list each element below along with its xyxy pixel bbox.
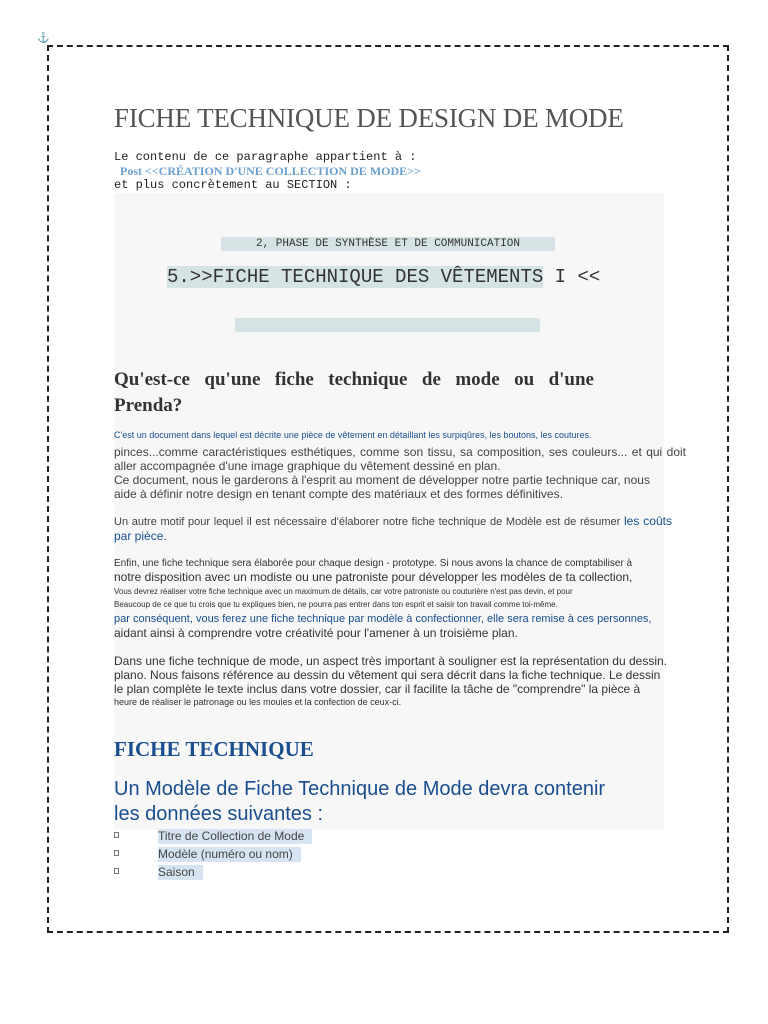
bullet-box-icon bbox=[114, 832, 119, 838]
paragraph-line: Enfin, une fiche technique sera élaborée pour chaque design - prototype. Si nous avons la chance de comptabiliser à bbox=[114, 558, 633, 569]
bullet-box-icon bbox=[114, 868, 119, 874]
section-title-rest: I << bbox=[543, 266, 601, 288]
costs-link[interactable]: les coûts par pièce. bbox=[114, 514, 672, 543]
phase-label: 2, PHASE DE SYNTHÈSE ET DE COMMUNICATION bbox=[221, 237, 555, 251]
section-title bbox=[167, 264, 600, 290]
list-item-label: Modèle (numéro ou nom) bbox=[158, 847, 301, 862]
paragraph-line: notre disposition avec un modiste ou une patroniste pour développer les modèles de ta collection, bbox=[114, 570, 633, 584]
paragraph-line: Vous devrez réaliser votre fiche technique avec un maximum de détails, car votre patroniste ou couturière n'est pas devin, et pour bbox=[114, 587, 573, 596]
section-title-highlight: 5.>>FICHE TECHNIQUE DES VÊTEMENTS bbox=[167, 266, 544, 288]
paragraph-line: le plan complète le texte inclus dans votre dossier, car il facilite la tâche de "comprendre" la pièce à bbox=[114, 682, 641, 696]
paragraph-definition: C'est un document dans lequel est décrite une pièce de vêtement en détaillant les surpiqûres, les boutons, les coutures. bbox=[114, 430, 592, 440]
intro-section-line: et plus concrètement au SECTION : bbox=[114, 178, 352, 192]
costs-text: Un autre motif pour lequel il est nécessaire d'élaborer notre fiche technique de Modèle est de résumer bbox=[114, 516, 624, 528]
paragraph-costs bbox=[114, 514, 672, 544]
paragraph-line: plano. Nous faisons référence au dessin du vêtement qui sera décrit dans la fiche technique. Le dessin bbox=[114, 668, 661, 682]
subheading: Un Modèle de Fiche Technique de Mode devra contenir les données suivantes : bbox=[114, 778, 606, 825]
anchor-icon: ⚓ bbox=[37, 33, 50, 44]
paragraph-line: par conséquent, vous ferez une fiche technique par modèle à confectionner, elle sera remise à ces personnes, bbox=[114, 613, 652, 625]
paragraph-line: aidant ainsi à comprendre votre créativité pour l'amener à un troisième plan. bbox=[114, 626, 518, 640]
list-item-label: Saison bbox=[158, 865, 203, 880]
paragraph-purpose: Ce document, nous le garderons à l'esprit au moment de développer notre partie technique car, nous aide à définir notre design en tenant compte des matériaux et des formes définitives. bbox=[114, 473, 650, 501]
post-link[interactable]: Post <<CRÉATION D'UNE COLLECTION DE MODE>> bbox=[120, 164, 421, 178]
bullet-box-icon bbox=[114, 850, 119, 856]
section-heading: FICHE TECHNIQUE bbox=[114, 737, 314, 761]
paragraph-characteristics: pinces...comme caractéristiques esthétiques, comme son tissu, sa composition, ses couleurs... et qui doit aller accompagnée d'une image graphique du vêtement dessiné en plan. bbox=[114, 445, 686, 473]
list-item-label: Titre de Collection de Mode bbox=[158, 829, 312, 844]
document-title: FICHE TECHNIQUE DE DESIGN DE MODE bbox=[114, 103, 624, 133]
question-heading: Qu'est-ce qu'une fiche technique de mode ou d'une Prenda? bbox=[114, 369, 594, 416]
paragraph-line: heure de réaliser le patronage ou les moules et la confection de ceux-ci. bbox=[114, 697, 402, 707]
paragraph-line: Beaucoup de ce que tu crois que tu expliques bien, ne pourra pas entrer dans ton esprit et saisir ton travail comme toi-même. bbox=[114, 600, 558, 609]
intro-line: Le contenu de ce paragraphe appartient à : bbox=[114, 150, 417, 164]
highlight-bar bbox=[235, 318, 540, 332]
paragraph-line: Dans une fiche technique de mode, un aspect très important à souligner est la représentation du dessin. bbox=[114, 654, 668, 668]
